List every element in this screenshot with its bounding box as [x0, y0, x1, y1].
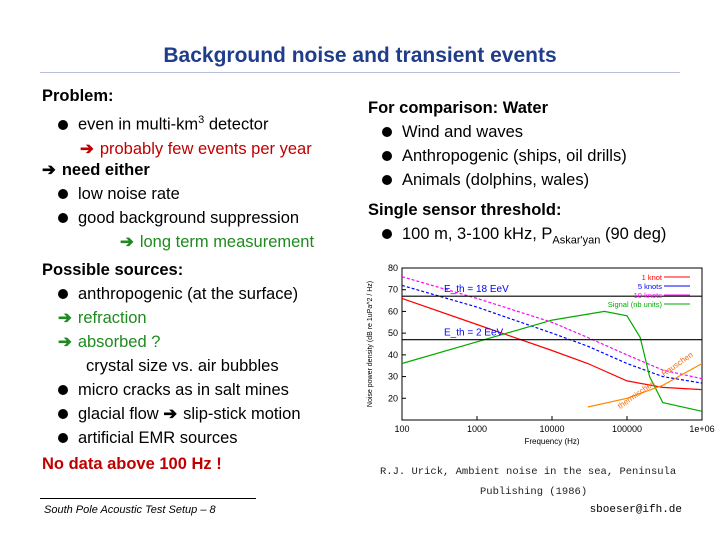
y-tick-label: 40: [387, 349, 398, 360]
no-data-note: No data above 100 Hz !: [42, 455, 222, 473]
footer-left: South Pole Acoustic Test Setup – 8: [44, 504, 216, 516]
annotation-2eev: E_th = 2 EeV: [444, 327, 504, 339]
problem-item-tail: detector: [204, 115, 269, 134]
noise-chart-svg: [362, 258, 715, 448]
noise-chart: [362, 258, 715, 448]
sources-item-1: anthropogenic (at the surface): [78, 285, 299, 303]
need-block: [42, 158, 314, 254]
y-axis-label: Noise power density (dB re 1uPa^2 / Hz): [367, 280, 374, 408]
y-tick-label: 30: [387, 371, 398, 382]
need-item-1: low noise rate: [78, 185, 180, 203]
legend-entry: 10 knots: [633, 291, 662, 300]
bullet-icon: [58, 120, 68, 130]
footer-rule: [40, 498, 256, 499]
sources-item-3a: glacial flow: [78, 405, 159, 423]
bullet-icon: [58, 213, 68, 223]
y-tick-label: 70: [387, 284, 398, 295]
chart-credit: [380, 462, 700, 502]
credit-line-1: R.J. Urick, Ambient noise in the sea, Peninsula: [380, 466, 677, 478]
threshold-block: [368, 198, 666, 252]
x-tick-label: 1000: [466, 424, 488, 434]
bullet-icon: [58, 385, 68, 395]
sources-block: [42, 258, 301, 450]
bullet-icon: [382, 229, 392, 239]
threshold-sub: Askar'yan: [552, 234, 601, 247]
y-tick-label: 20: [387, 393, 398, 404]
annotation-18eev: E_th = 18 EeV: [444, 284, 509, 296]
comparison-block: [368, 96, 627, 192]
problem-sup: 3: [198, 114, 205, 126]
sources-item-2: micro cracks as in salt mines: [78, 381, 289, 399]
problem-heading: Problem:: [42, 87, 114, 105]
problem-item: even in multi-km: [78, 115, 199, 134]
bullet-icon: [382, 151, 392, 161]
bullet-icon: [58, 289, 68, 299]
legend-entry: 5 knots: [637, 282, 662, 291]
refraction-text: refraction: [77, 309, 147, 327]
sources-heading: Possible sources:: [42, 261, 184, 279]
slide-title: Background noise and transient events: [163, 44, 557, 67]
legend-entry: 1 knot: [641, 273, 662, 282]
need-item-2: good background suppression: [78, 209, 300, 227]
legend-entry: Signal (nb units): [607, 300, 662, 309]
annotation-thermisches: thermisches: [615, 378, 657, 411]
need-arrow-text: long term measurement: [139, 233, 315, 251]
arrow-right-icon: ➔: [120, 233, 134, 251]
title-rule: [40, 72, 680, 73]
bullet-icon: [382, 175, 392, 185]
arrow-right-icon: ➔: [42, 161, 56, 179]
problem-block: [42, 84, 312, 161]
need-heading: need either: [61, 161, 150, 179]
bullet-icon: [58, 433, 68, 443]
sources-item-4: artificial EMR sources: [78, 429, 238, 447]
absorbed-text: absorbed ?: [77, 333, 161, 351]
problem-arrow-text: probably few events per year: [99, 139, 312, 158]
threshold-heading: Single sensor threshold:: [368, 201, 562, 219]
threshold-tail: (90 deg): [600, 225, 667, 243]
footer-email: sboeser@ifh.de: [589, 504, 682, 516]
x-tick-label: 10000: [539, 424, 565, 434]
comparison-item-1: Wind and waves: [402, 123, 524, 141]
arrow-right-icon: ➔: [58, 333, 72, 351]
annotation-rauschen: Rauschen: [659, 350, 695, 379]
comparison-item-2: Anthropogenic (ships, oil drills): [402, 147, 627, 165]
arrow-right-icon: ➔: [163, 405, 178, 423]
threshold-item: 100 m, 3-100 kHz, P: [402, 225, 553, 243]
x-axis-label: Frequency (Hz): [524, 437, 580, 446]
y-tick-label: 50: [387, 328, 398, 339]
bullet-icon: [382, 127, 392, 137]
x-tick-label: 100: [394, 424, 410, 434]
y-tick-label: 80: [387, 263, 398, 273]
sources-item-3b: slip-stick motion: [183, 405, 301, 423]
crystal-text: crystal size vs. air bubbles: [86, 357, 279, 375]
bullet-icon: [58, 189, 68, 199]
bullet-icon: [58, 409, 68, 419]
x-tick-label: 100000: [611, 424, 643, 434]
comparison-heading: For comparison: Water: [368, 99, 548, 117]
credit-line-2: Publishing (1986): [480, 486, 588, 498]
y-tick-label: 60: [387, 306, 398, 317]
arrow-right-icon: ➔: [58, 309, 72, 327]
x-tick-label: 1e+06: [689, 424, 715, 434]
arrow-right-icon: ➔: [80, 139, 94, 158]
comparison-item-3: Animals (dolphins, wales): [402, 171, 590, 189]
